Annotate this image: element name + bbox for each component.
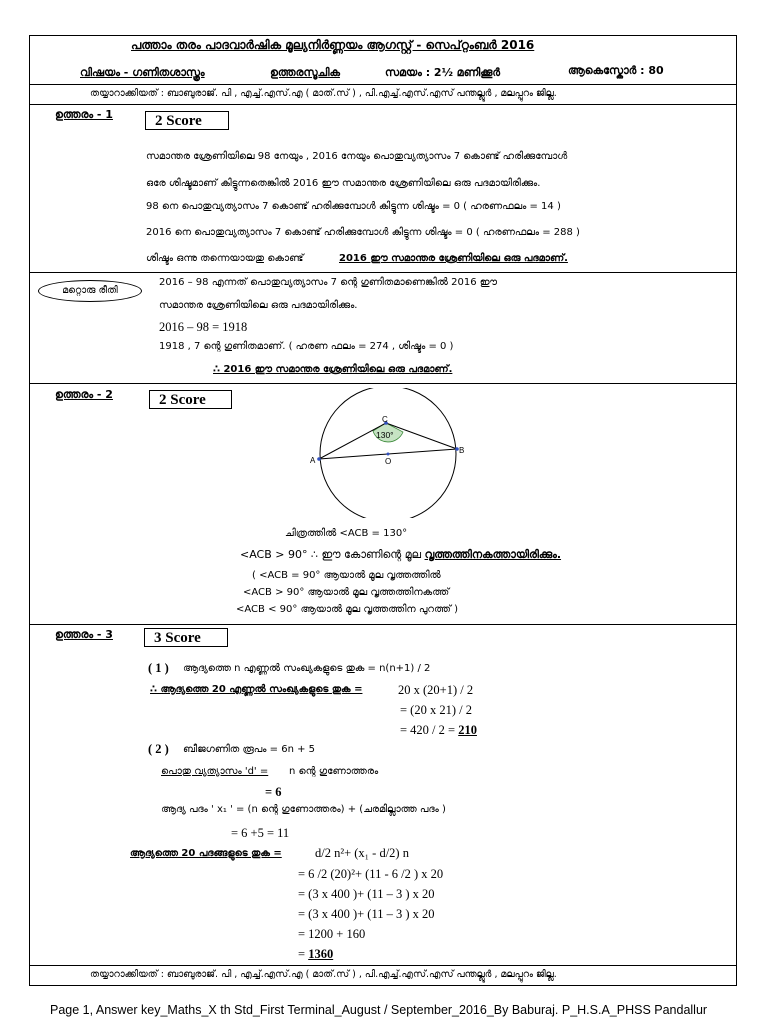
divider <box>29 383 737 384</box>
prepared-by-footer: തയ്യാറാക്കിയത് : ബാബുരാജ്. പി , എച്ച്.എസ്.എ ( മാത്.സ് ) , പി.എച്ച്.എസ്.എസ് പന്തല്ലൂർ , മലപ്പുറം ജില്ല. <box>90 969 557 980</box>
q2-line: <ACB > 90° ആയാൽ മൂല വൃത്തത്തിനകത്ത് <box>243 587 450 598</box>
exam-title: പത്താം തരം പാദവാർഷിക മൂല്യനിർണ്ണയം ആഗസ്റ്റ് - സെപ്റ്റംബർ 2016 <box>131 38 535 52</box>
label-o: O <box>385 457 392 466</box>
score-box: 2 Score <box>145 111 229 130</box>
q2-line: <ACB > 90° ∴ ഈ കോണിന്റെ മൂല വൃത്തത്തിനകത്തായിരിക്കും. <box>240 548 562 561</box>
q3-line: = (3 x 400 )+ (11 – 3 ) x 20 <box>298 907 435 921</box>
q3-line: ബീജഗണിത രൂപം = 6n + 5 <box>183 744 316 755</box>
angle-label: 130° <box>376 430 394 440</box>
prepared-by: തയ്യാറാക്കിയത് : ബാബുരാജ്. പി , എച്ച്.എസ്.എ ( മാത്.സ് ) , പി.എച്ച്.എസ്.എസ് പന്തല്ലൂർ , മലപ്പുറം ജില്ല. <box>90 88 557 99</box>
alt-conclusion: ∴ 2016 ഈ സമാന്തര ശ്രേണിയിലെ ഒരു പദമാണ്. <box>213 364 453 375</box>
q3-line: = (3 x 400 )+ (11 – 3 ) x 20 <box>298 887 435 901</box>
point-o <box>387 453 390 456</box>
circle-diagram <box>300 388 480 518</box>
score-box: 2 Score <box>149 390 232 409</box>
chord-ac <box>319 423 386 459</box>
answer-2-label: ഉത്തരം - 2 <box>55 388 113 401</box>
q1-conclusion: 2016 ഈ സമാന്തര ശ്രേണിയിലെ ഒരു പദമാണ്. <box>339 253 568 264</box>
alt-method-badge: മറ്റൊരു രീതി <box>38 280 142 302</box>
answer-1-label: ഉത്തരം - 1 <box>55 108 113 121</box>
q3-line: d/2 n²+ (x₁ - d/2) n <box>315 846 409 860</box>
label-a: A <box>310 456 316 465</box>
answer-key-label: ഉത്തരസൂചിക <box>270 66 340 79</box>
q3-line: n ന്റെ ഗുണോത്തരം <box>289 766 379 777</box>
q2-line: ചിത്രത്തിൽ <ACB = 130° <box>285 528 408 539</box>
divider <box>29 965 737 966</box>
divider <box>29 84 737 85</box>
sum20-label: ആദ്യത്തെ 20 പദങ്ങളുടെ തുക = <box>130 848 282 859</box>
q2-line: ( <ACB = 90° ആയാൽ മൂല വൃത്തത്തിൽ <box>252 570 441 581</box>
q3-sum-label: ∴ ആദ്യത്തെ 20 എണ്ണൽ സംഖ്യകളുടെ തുക = <box>150 684 363 695</box>
q1-line: ഒരേ ശിഷ്ടമാണ് കിട്ടുന്നതെങ്കിൽ 2016 ഈ സമാന്തര ശ്രേണിയിലെ ഒരു പദമായിരിക്കും. <box>146 178 541 189</box>
q3-line: = (20 x 21) / 2 <box>400 703 472 717</box>
result-1360: 1360 <box>308 947 334 961</box>
q3-line: = 6 <box>265 785 282 799</box>
divider <box>29 104 737 105</box>
alt-line: 1918 , 7 ന്റെ ഗുണിതമാണ്. ( ഹരണ ഫലം = 274 , ശിഷ്ടം = 0 ) <box>159 341 454 352</box>
q3-line: = 6 /2 (20)²+ (11 - 6 /2 ) x 20 <box>298 867 444 881</box>
q3-line: = 1360 <box>298 947 334 961</box>
result-210: 210 <box>458 723 477 737</box>
alt-line: സമാന്തര ശ്രേണിയിലെ ഒരു പദമായിരിക്കും. <box>159 300 358 311</box>
alt-line: 2016 – 98 = 1918 <box>159 320 248 334</box>
cd-label: പൊതു വ്യത്യാസം 'd' = <box>161 766 269 777</box>
q3-line: = 420 / 2 = 210 <box>400 723 477 737</box>
q2-conclusion: വൃത്തത്തിനകത്തായിരിക്കും. <box>424 548 562 561</box>
q3-line: ആദ്യത്തെ n എണ്ണൽ സംഖ്യകളുടെ തുക = n(n+1) / 2 <box>183 663 431 674</box>
divider <box>29 272 737 273</box>
q3-line: ആദ്യ പദം ' x₁ ' = (n ന്റെ ഗുണോത്തരം) + (ചരമില്ലാത്ത പദം ) <box>161 804 446 815</box>
part-number: ( 2 ) <box>148 742 169 756</box>
subject: വിഷയം - ഗണിതശാസ്ത്രം <box>80 66 205 79</box>
part-number: ( 1 ) <box>148 661 169 675</box>
q2-line: <ACB < 90° ആയാൽ മൂല വൃത്തത്തിന പുറത്ത് ) <box>236 604 459 615</box>
alt-line: 2016 – 98 എന്നത് പൊതുവ്യത്യാസം 7 ന്റെ ഗുണിതമാണെങ്കിൽ 2016 ഈ <box>159 277 498 288</box>
q3-line: = 1200 + 160 <box>298 927 366 941</box>
q1-line: 98 നെ പൊതുവ്യത്യാസം 7 കൊണ്ട് ഹരിക്കുമ്പോൾ കിട്ടുന്ന ശിഷ്ടം = 0 ( ഹരണഫലം = 14 ) <box>146 201 561 212</box>
q1-line: ശിഷ്ടം ഒന്നു തന്നെയായതു കൊണ്ട് <box>146 253 304 264</box>
answer-3-label: ഉത്തരം - 3 <box>55 628 113 641</box>
label-c: C <box>382 415 388 424</box>
q1-line: 2016 നെ പൊതുവ്യത്യാസം 7 കൊണ്ട് ഹരിക്കുമ്പോൾ കിട്ടുന്ന ശിഷ്ടം = 0 ( ഹരണഫലം = 288 ) <box>146 227 580 238</box>
q3-line: = 6 +5 = 11 <box>231 826 290 840</box>
point-a <box>317 457 321 461</box>
q3-line: 20 x (20+1) / 2 <box>398 683 474 697</box>
time: സമയം : 2½ മണിക്കൂർ <box>385 66 501 79</box>
page-footer: Page 1, Answer key_Maths_X th Std_First Terminal_August / September_2016_By Baburaj. P_H.S.A_PHSS Pandallur <box>50 1003 708 1017</box>
label-b: B <box>459 446 465 455</box>
score-box: 3 Score <box>144 628 228 647</box>
divider <box>29 624 737 625</box>
q1-line: സമാന്തര ശ്രേണിയിലെ 98 നേയും , 2016 നേയും പൊതുവ്യത്യാസം 7 കൊണ്ട് ഹരിക്കുമ്പോൾ <box>146 151 568 162</box>
total-score: ആകെസ്കോർ : 80 <box>568 64 664 77</box>
